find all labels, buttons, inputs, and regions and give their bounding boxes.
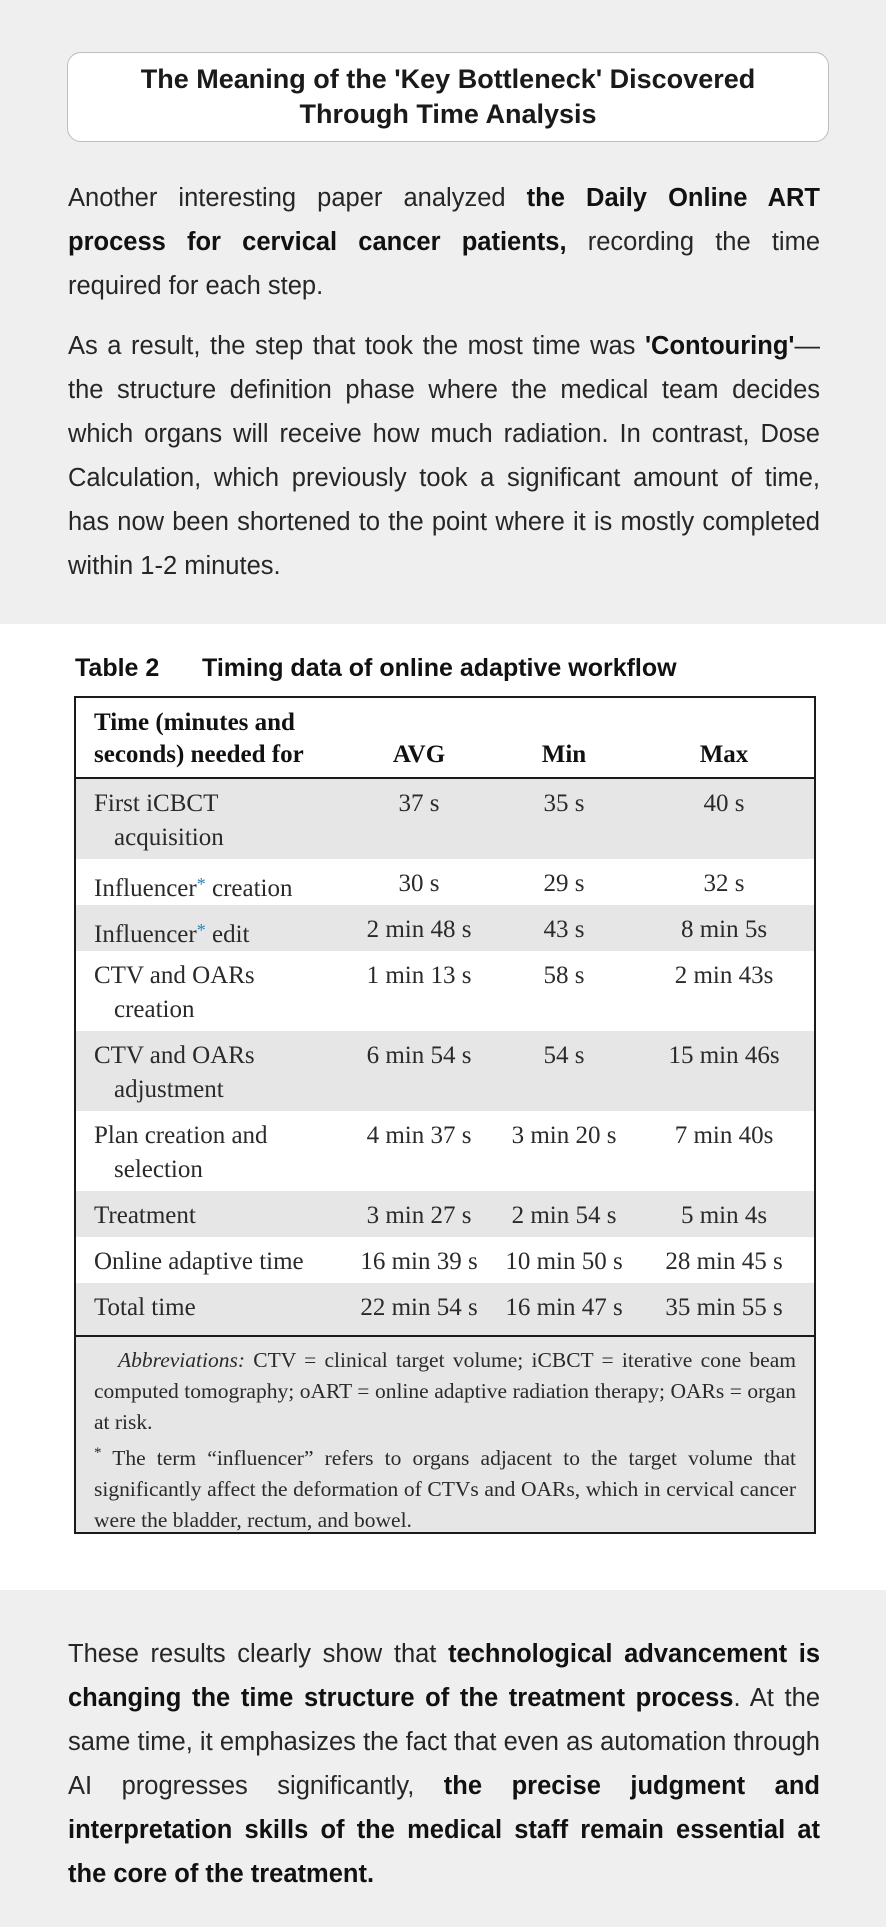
cell-avg: 30 s — [398, 870, 440, 897]
text-segment: —the structure definition phase where the medical team decides which organs will receive how much radiation. In contrast, Dose Calculation, which previously took a significant amount of time, has now been shortened to the point where it is mostly completed within 1-2 minutes. — [68, 332, 820, 580]
bold-segment: 'Contouring' — [644, 332, 795, 360]
cell-avg: 1 min 13 s — [366, 962, 472, 989]
row-label: Online adaptive time — [94, 1248, 304, 1275]
row-label — [94, 787, 344, 855]
cell-avg: 37 s — [398, 790, 440, 817]
table-number: Table 2 — [75, 654, 160, 682]
intro-paragraph-1 — [68, 176, 820, 308]
column-header-min: Min — [541, 741, 587, 768]
cell-min: 43 s — [543, 916, 585, 943]
cell-min: 3 min 20 s — [511, 1122, 617, 1149]
row-label-line: edit — [205, 921, 250, 948]
table-title: Timing data of online adaptive workflow — [202, 654, 677, 682]
footnote-marker: * — [94, 1445, 102, 1461]
row-label-line: Influencer — [94, 875, 197, 902]
row-label — [94, 1039, 344, 1107]
table-row — [76, 1031, 814, 1111]
table-row — [76, 1191, 814, 1237]
text-segment: Another interesting paper analyzed — [68, 184, 527, 212]
timing-table — [74, 696, 816, 1534]
cell-min: 54 s — [543, 1042, 585, 1069]
table-section — [0, 624, 886, 1590]
conclusion-section — [0, 1590, 886, 1927]
header-line-2: seconds) needed for — [94, 741, 304, 768]
table-footnotes — [76, 1335, 814, 1532]
cell-max: 5 min 4s — [680, 1202, 768, 1229]
table-caption — [75, 654, 677, 683]
row-label-line: creation — [205, 875, 293, 902]
cell-max: 40 s — [703, 790, 745, 817]
table-row — [76, 951, 814, 1031]
cell-avg: 22 min 54 s — [360, 1294, 478, 1321]
row-label-line: CTV and OARs — [94, 962, 255, 989]
conclusion-paragraph — [68, 1632, 820, 1896]
cell-min: 16 min 47 s — [505, 1294, 623, 1321]
cell-max: 35 min 55 s — [665, 1294, 783, 1321]
bold-segment: the precise judgment and interpretation skills of the medical staff remain essential at the core of the treatment. — [68, 1772, 820, 1888]
text-segment: As a result, the step that took the most time was — [68, 332, 645, 360]
abbreviations-note — [94, 1345, 796, 1438]
cell-max: 7 min 40s — [674, 1122, 774, 1149]
title-line-2: Through Time Analysis — [299, 99, 597, 129]
abbreviations-label: Abbreviations: — [118, 1348, 245, 1372]
intro-paragraph-2 — [68, 324, 820, 588]
cell-min: 2 min 54 s — [511, 1202, 617, 1229]
row-label-line: Influencer — [94, 921, 197, 948]
row-label — [94, 959, 344, 1027]
cell-avg: 6 min 54 s — [366, 1042, 472, 1069]
heading-box — [67, 52, 829, 142]
column-header-max: Max — [699, 741, 749, 768]
page-title — [141, 62, 755, 132]
column-header-avg: AVG — [392, 741, 446, 768]
row-label-line: creation — [114, 996, 195, 1023]
text-segment: These results clearly show that — [68, 1640, 449, 1668]
text-segment: . At the same time, it emphasizes the fact that even as automation through AI progresses significantly, — [68, 1684, 821, 1800]
influencer-note-text: The term “influencer” refers to organs adjacent to the target volume that significantly affect the deformation of CTVs and OARs, which in cervical cancer were the bladder, rectum, and bowel. — [94, 1446, 796, 1532]
row-label — [94, 867, 344, 906]
row-label-line: CTV and OARs — [94, 1042, 255, 1069]
cell-min: 35 s — [543, 790, 585, 817]
cell-max: 15 min 46s — [668, 1042, 780, 1069]
table-row — [76, 905, 814, 951]
cell-max: 32 s — [703, 870, 745, 897]
cell-avg: 16 min 39 s — [360, 1248, 478, 1275]
intro-section — [0, 0, 886, 624]
table-row — [76, 779, 814, 859]
bold-segment: technological advancement is changing the time structure of the treatment process — [68, 1640, 821, 1712]
table-row — [76, 859, 814, 905]
abbreviations-text: CTV = clinical target volume; iCBCT = iterative cone beam computed tomography; oART = online adaptive radiation therapy; OARs = organ at risk. — [94, 1348, 796, 1434]
cell-min: 29 s — [543, 870, 585, 897]
cell-max: 28 min 45 s — [665, 1248, 783, 1275]
cell-max: 2 min 43s — [674, 962, 774, 989]
table-header — [76, 698, 814, 779]
cell-max: 8 min 5s — [680, 916, 768, 943]
row-label-line: adjustment — [114, 1076, 224, 1103]
footnote-marker: * — [196, 920, 206, 940]
row-label-line: Plan creation and — [94, 1122, 268, 1149]
row-label-line: acquisition — [114, 824, 224, 851]
row-label-line: selection — [114, 1156, 203, 1183]
footnote-marker: * — [196, 874, 206, 894]
row-label — [94, 1119, 344, 1187]
row-label: Total time — [94, 1294, 196, 1321]
table-row — [76, 1283, 814, 1335]
header-line-1: Time (minutes and — [94, 709, 295, 736]
cell-min: 10 min 50 s — [505, 1248, 623, 1275]
cell-avg: 4 min 37 s — [366, 1122, 472, 1149]
header-label — [94, 707, 334, 771]
row-label: Treatment — [94, 1202, 196, 1229]
title-line-1: The Meaning of the 'Key Bottleneck' Discovered — [140, 64, 756, 94]
text-segment: recording the time required for each step. — [68, 228, 821, 300]
row-label-line: First iCBCT — [94, 790, 219, 817]
cell-min: 58 s — [543, 962, 585, 989]
cell-avg: 3 min 27 s — [366, 1202, 472, 1229]
bold-segment: the Daily Online ART process for cervical cancer patients, — [68, 184, 820, 256]
influencer-note — [94, 1438, 796, 1536]
row-label — [94, 913, 344, 952]
cell-avg: 2 min 48 s — [366, 916, 472, 943]
table-row — [76, 1237, 814, 1283]
table-row — [76, 1111, 814, 1191]
